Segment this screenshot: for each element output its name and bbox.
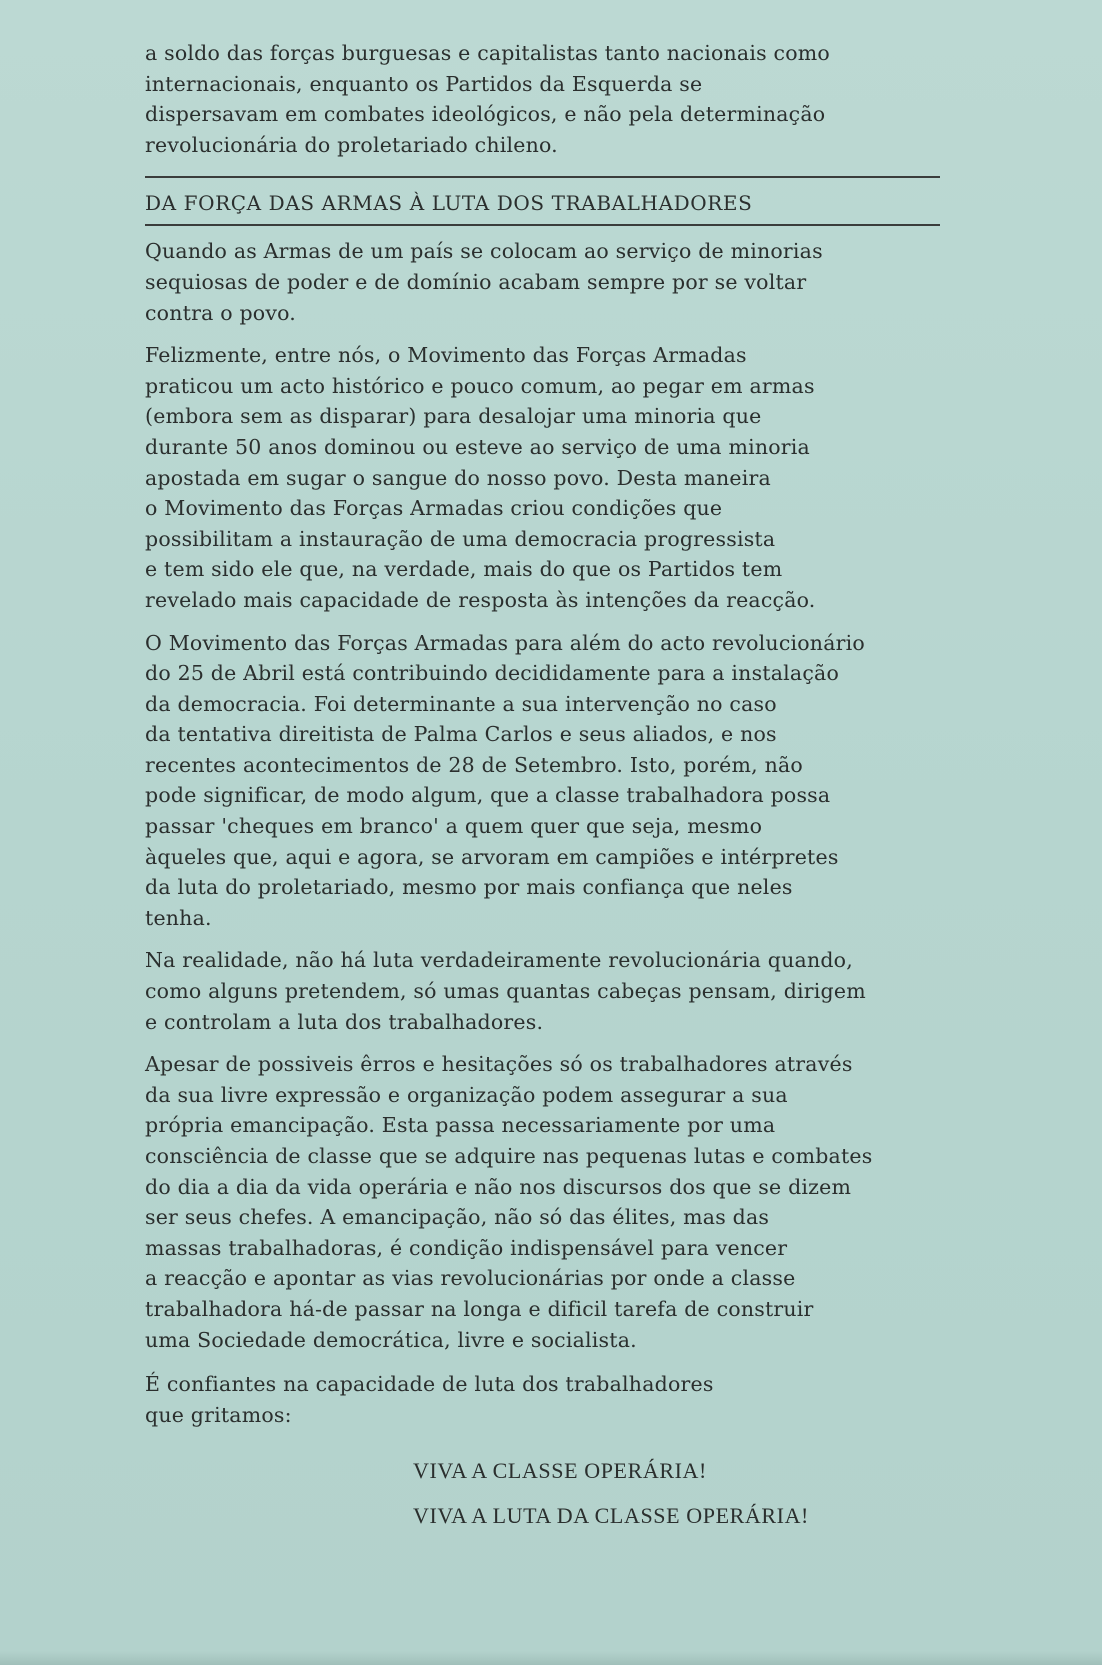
text-line: do dia a dia da vida operária e não nos discursos dos que se dizem — [145, 1174, 852, 1199]
text-line: revelado mais capacidade de resposta às intenções da reacção. — [145, 587, 816, 612]
text-line: praticou um acto histórico e pouco comum, ao pegar em armas — [145, 373, 815, 398]
text-line: àqueles que, aqui e agora, se arvoram em campiões e intérpretes — [145, 844, 839, 869]
document-page — [145, 38, 985, 1538]
closing-paragraph — [145, 1369, 985, 1430]
text-line: e controlam a luta dos trabalhadores. — [145, 1009, 544, 1034]
text-line: o Movimento das Forças Armadas criou condições que — [145, 496, 723, 521]
text-line: da luta do proletariado, mesmo por mais confiança que neles — [145, 875, 793, 900]
paragraph-4 — [145, 945, 985, 1037]
text-line: da tentativa direitista de Palma Carlos e seus aliados, e nos — [145, 722, 777, 747]
page-bottom-edge — [0, 1651, 1102, 1665]
text-line: dispersavam em combates ideológicos, e não pela determinação — [145, 102, 826, 127]
text-line: a reacção e apontar as vias revolucionárias por onde a classe — [145, 1266, 796, 1291]
slogan-line: VIVA A CLASSE OPERÁRIA! — [413, 1458, 707, 1484]
text-line: Apesar de possiveis êrros e hesitações só os trabalhadores através — [145, 1052, 853, 1077]
text-line: da sua livre expressão e organização podem assegurar a sua — [145, 1082, 788, 1107]
text-line: apostada em sugar o sangue do nosso povo. Desta maneira — [145, 465, 771, 490]
text-line: pode significar, de modo algum, que a classe trabalhadora possa — [145, 783, 831, 808]
text-line: recentes acontecimentos de 28 de Setembro. Isto, porém, não — [145, 752, 803, 777]
text-line: Na realidade, não há luta verdadeiramente revolucionária quando, — [145, 948, 853, 973]
text-line: (embora sem as disparar) para desalojar uma minoria que — [145, 404, 762, 429]
text-line: Quando as Armas de um país se colocam ao serviço de minorias — [145, 239, 823, 264]
paragraph-3 — [145, 628, 985, 934]
section-heading: DA FORÇA DAS ARMAS À LUTA DOS TRABALHADORES — [145, 191, 753, 216]
text-line: própria emancipação. Esta passa necessariamente por uma — [145, 1113, 776, 1138]
heading-rule-bottom — [145, 224, 940, 226]
heading-rule-top — [145, 176, 940, 178]
text-line: Felizmente, entre nós, o Movimento das Forças Armadas — [145, 343, 747, 368]
text-line: ser seus chefes. A emancipação, não só das élites, mas das — [145, 1205, 770, 1230]
paragraph-5 — [145, 1049, 985, 1355]
text-line: sequiosas de poder e de domínio acabam sempre por se voltar — [145, 269, 807, 294]
text-line: possibilitam a instauração de uma democracia progressista — [145, 526, 776, 551]
text-line: trabalhadora há-de passar na longa e dificil tarefa de construir — [145, 1296, 814, 1321]
text-line: internacionais, enquanto os Partidos da Esquerda se — [145, 71, 703, 96]
text-line: revolucionária do proletariado chileno. — [145, 132, 558, 157]
text-line: do 25 de Abril está contribuindo decididamente para a instalação — [145, 661, 839, 686]
text-line: passar 'cheques em branco' a quem quer que seja, mesmo — [145, 814, 763, 839]
paragraph-1 — [145, 236, 985, 328]
text-line: consciência de classe que se adquire nas pequenas lutas e combates — [145, 1144, 873, 1168]
text-line: massas trabalhadoras, é condição indispensável para vencer — [145, 1235, 788, 1260]
text-line: É confiantes na capacidade de luta dos trabalhadores — [145, 1372, 714, 1397]
text-line: que gritamos: — [145, 1402, 292, 1427]
text-line: e tem sido ele que, na verdade, mais do que os Partidos tem — [145, 557, 783, 582]
text-line: O Movimento das Forças Armadas para além do acto revolucionário — [145, 630, 865, 655]
text-line: tenha. — [145, 905, 212, 930]
text-line: contra o povo. — [145, 300, 297, 325]
intro-paragraph — [145, 38, 985, 160]
text-line: a soldo das forças burguesas e capitalistas tanto nacionais como — [145, 41, 830, 65]
text-line: como alguns pretendem, só umas quantas cabeças pensam, dirigem — [145, 979, 866, 1004]
paragraph-2 — [145, 340, 985, 615]
text-line: da democracia. Foi determinante a sua intervenção no caso — [145, 691, 777, 716]
text-line: uma Sociedade democrática, livre e socialista. — [145, 1327, 637, 1352]
slogans — [145, 1448, 985, 1538]
text-line: durante 50 anos dominou ou esteve ao serviço de uma minoria — [145, 434, 810, 459]
slogan-line: VIVA A LUTA DA CLASSE OPERÁRIA! — [413, 1503, 809, 1529]
